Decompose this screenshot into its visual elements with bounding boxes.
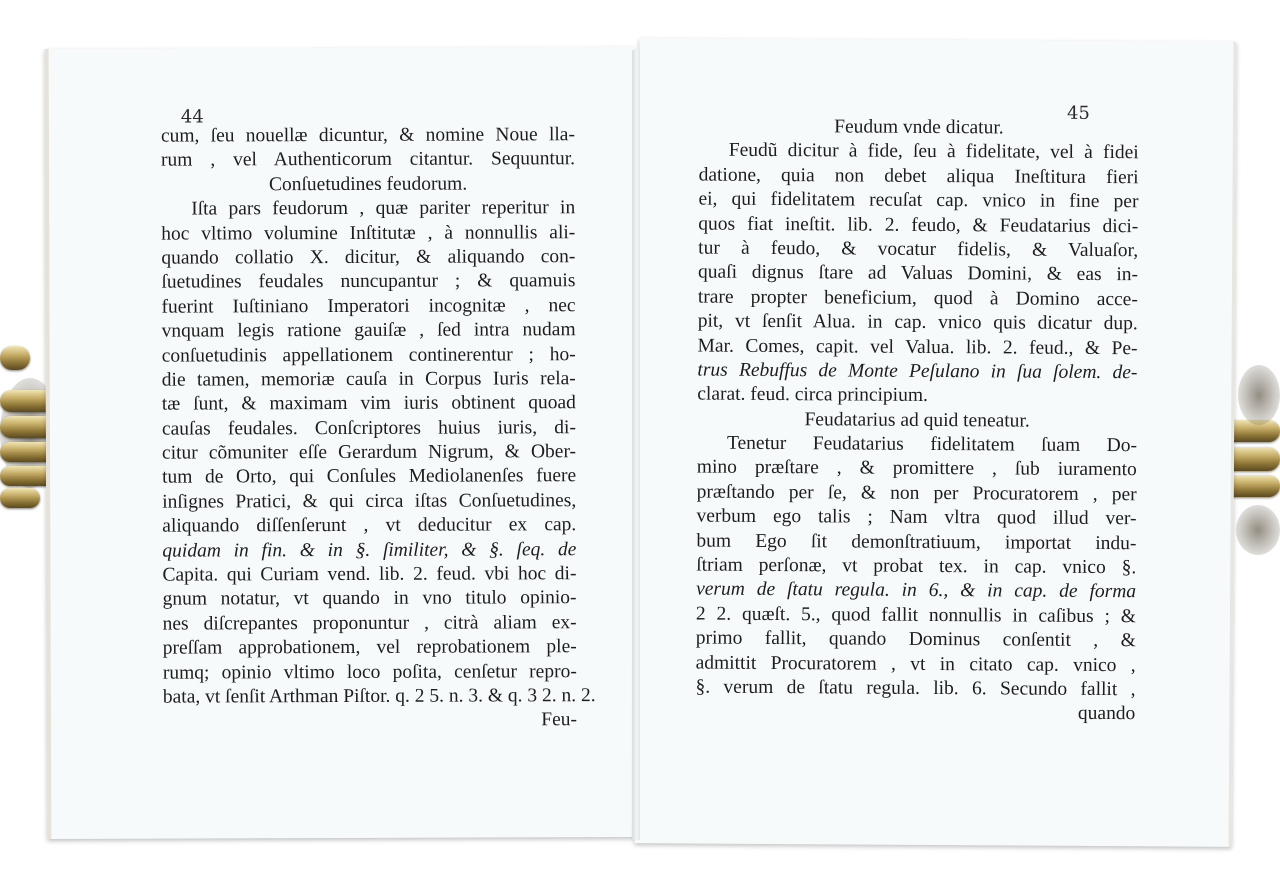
text-line: rum , vel Authenticorum citantur. Sequuntur. — [160, 148, 576, 172]
section-heading: Conſuetudines feudorum. — [268, 173, 468, 196]
text-line: gnum notatur, vt quando in vno titulo opinio- — [162, 587, 577, 611]
text-line: die tamen, memoriæ cauſa in Corpus Iuris rela- — [161, 368, 576, 391]
catchword: quando — [1077, 703, 1136, 725]
text-line: datione, quia non debet aliqua Ineſtitura fieri — [698, 164, 1139, 189]
text-line: clarat. feud. circa principium. — [697, 383, 928, 407]
section-heading: Feudum vnde dicatur. — [834, 116, 1004, 139]
text-line: quos fiat ineſtit. lib. 2. feudo, & Feudatarius dici- — [698, 213, 1139, 237]
left-page — [45, 47, 638, 839]
text-line: Iſta pars feudorum , quæ pariter reperitur in — [191, 197, 576, 220]
text-line: pit, vt ſenſit Alua. in cap. vnico quis dicatur dup. — [697, 310, 1138, 335]
catchword: Feu- — [541, 709, 578, 731]
text-line: ſuetudines feudales nuncupantur ; & quamuis — [161, 270, 576, 293]
text-line: hoc vltimo volumine Inſtitutæ , à nonnullis ali- — [161, 221, 576, 245]
text-line: conſuetudinis appellationem continerentur ; ho- — [161, 343, 576, 367]
text-line: trus Rebuffus de Monte Peſulano in ſua ſolem. de- — [697, 359, 1138, 384]
text-line: quando collatio X. dicitur, & aliquando con- — [161, 246, 576, 269]
right-page-text — [695, 115, 1139, 727]
right-page-number: 45 — [1066, 102, 1090, 124]
text-line: §. verum de ſtatu regula. lib. 6. Secundo fallit , — [695, 676, 1136, 701]
text-line: Tenetur Feudatarius fidelitatem ſuam Do- — [726, 432, 1138, 457]
text-line: trare propter beneficium, quod à Domino acce- — [697, 286, 1138, 310]
text-line: preſſam approbationem, vel reprobationem ple- — [162, 636, 577, 659]
text-line: quaſi dignus ſtare ad Valuas Domini, & eas in- — [697, 261, 1139, 286]
left-page-text — [160, 105, 596, 734]
text-line: mino præſtare , & promittere , ſub iuramento — [696, 457, 1137, 481]
left-page-number: 44 — [180, 106, 204, 128]
text-line: ei, qui fidelitatem recuſat cap. vnico in fine per — [698, 188, 1139, 213]
text-line: admittit Procuratorem , vt in citato cap. vnico , — [695, 652, 1136, 676]
text-line: vnquam legis ratione gauiſæ , ſed intra nudam — [161, 319, 576, 342]
text-line: fuerint Iuſtiniano Imperatori incognitæ , nec — [161, 294, 576, 318]
right-page — [635, 38, 1237, 847]
text-line: rumq; opinio vltimo loco poſita, cenſetur repro- — [162, 660, 577, 684]
text-line: bata, vt ſenſit Arthman Piſtor. q. 2 5. n. 3. & q. 3 2. n. 2. — [162, 685, 596, 708]
text-line: citur cõmuniter eſſe Gerardum Nigrum, & Ober- — [161, 441, 577, 464]
text-line: nes diſcrepantes proponuntur , citrà aliam ex- — [162, 611, 577, 635]
text-line: tur à feudo, & vocatur fidelis, & Valuaſor, — [698, 237, 1139, 262]
text-line: primo fallit, quando Dominus conſentit , & — [695, 627, 1136, 652]
text-line: bum Ego ſit demonſtratiuum, importat indu- — [696, 530, 1137, 554]
text-line: 2 2. quæſt. 5., quod fallit nonnullis in caſibus ; & — [695, 603, 1137, 628]
text-line: tæ ſunt, & maximam vim iuris obtinent quoad — [161, 392, 576, 415]
text-line: inſignes Pratici, & qui circa iſtas Conſuetudines, — [162, 490, 577, 513]
section-heading: Feudatarius ad quid teneatur. — [804, 408, 1030, 432]
text-line: cauſas feudales. Conſcriptores huius iuris, di- — [161, 416, 576, 440]
text-line: cum, ſeu nouellæ dicuntur, & nomine Noue lla- — [160, 124, 575, 147]
text-line: Mar. Comes, capit. vel Valua. lib. 2. feud., & Pe- — [697, 335, 1138, 359]
text-line: tum de Orto, qui Conſules Mediolanenſes fuere — [162, 465, 577, 489]
text-line: verbum ego talis ; Nam vltra quod illud ver- — [696, 505, 1137, 530]
text-line: Capita. qui Curiam vend. lib. 2. feud. vbi hoc di- — [162, 563, 577, 586]
text-line: verum de ſtatu regula. in 6., & in cap. de forma — [696, 578, 1137, 603]
book-gutter — [632, 50, 640, 840]
text-line: Feudũ dicitur à fide, ſeu à fidelitate, vel à fidei — [728, 140, 1139, 164]
text-line: aliquando diſſenſerunt , vt deducitur ex cap. — [162, 514, 577, 537]
text-line: præſtando per ſe, & non per Procuratorem , per — [696, 481, 1137, 506]
text-line: quidam in fin. & in §. ſimiliter, & §. ſeq. de — [162, 538, 577, 562]
text-line: ſtriam perſonæ, vt probat tex. in cap. vnico §. — [696, 554, 1137, 579]
